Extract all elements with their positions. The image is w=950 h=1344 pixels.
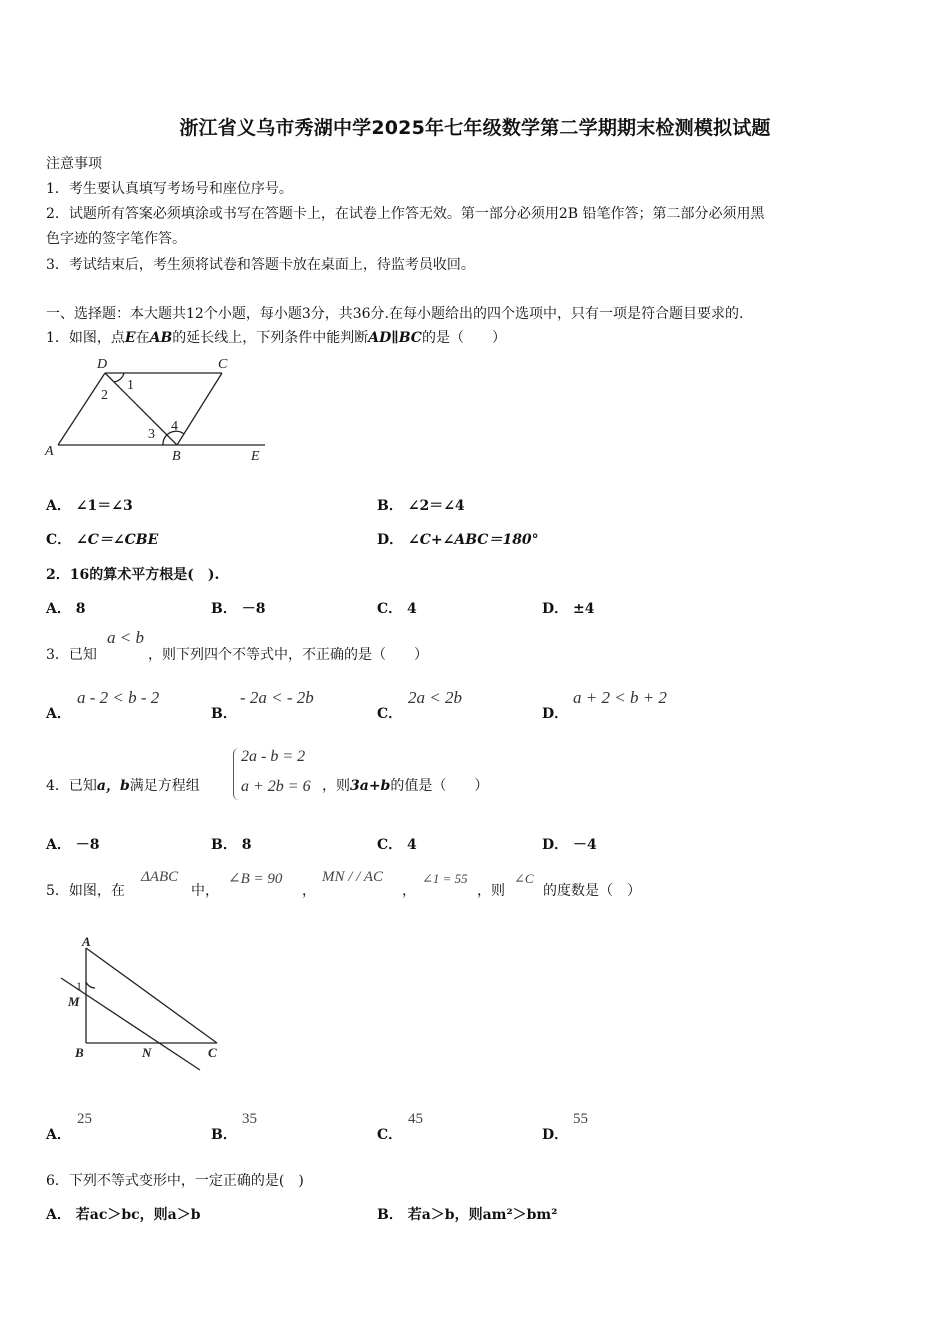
q1-angle-3: 3	[148, 427, 155, 442]
q5-angle-b: ∠B = 90	[228, 871, 283, 887]
q1-option-d[interactable]: D． ∠C+∠ABC＝180°	[377, 532, 539, 548]
q2-option-b[interactable]: B． －8	[211, 601, 266, 617]
q1-option-b[interactable]: B． ∠2＝∠4	[377, 498, 465, 514]
q5-figure	[55, 930, 235, 1080]
q5-sep-2: ，	[402, 883, 416, 899]
q5-option-d-label[interactable]: D．	[542, 1127, 569, 1143]
q5-option-b-label[interactable]: B．	[211, 1127, 237, 1143]
q2-option-c[interactable]: C． 4	[377, 601, 417, 617]
q3-stem-a: 3．已知	[46, 647, 97, 663]
q3-option-b[interactable]: - 2a < - 2b	[240, 688, 314, 707]
q4-option-c[interactable]: C． 4	[377, 837, 417, 853]
q1-label-E: E	[251, 449, 260, 464]
q4-option-a[interactable]: A． －8	[46, 837, 100, 853]
q3-option-a[interactable]: a - 2 < b - 2	[77, 688, 160, 707]
q5-label-C: C	[208, 1045, 217, 1060]
q5-stem-d: 的度数是（ ）	[543, 883, 641, 899]
notice-item-1: 1．考生要认真填写考场号和座位序号。	[46, 181, 293, 197]
q4-stem: 4．已知a，b满足方程组	[46, 778, 200, 794]
q4-equation-1: 2a - b = 2	[241, 748, 306, 765]
q5-option-b[interactable]: 35	[242, 1111, 257, 1127]
q5-stem-a: 5．如图，在	[46, 883, 125, 899]
q4-equation-2: a + 2b = 6	[241, 778, 311, 795]
q2-option-a[interactable]: A． 8	[46, 601, 86, 617]
q4-stem-tail: ，则3a+b的值是（ ）	[322, 778, 489, 794]
q1-option-a[interactable]: A． ∠1＝∠3	[46, 498, 133, 514]
q5-option-c[interactable]: 45	[408, 1111, 423, 1127]
q1-label-D: D	[97, 357, 108, 372]
section-heading: 一、选择题：本大题共12个小题，每小题3分，共36分.在每小题给出的四个选项中，只有一项是符合题目要求的.	[46, 306, 744, 322]
q3-option-b-label[interactable]: B．	[211, 706, 237, 722]
q5-option-d[interactable]: 55	[573, 1111, 588, 1127]
q3-stem-b: ，则下列四个不等式中，不正确的是（ ）	[148, 647, 428, 663]
q5-label-M: M	[68, 994, 80, 1009]
q5-option-a-label[interactable]: A．	[46, 1127, 71, 1143]
q5-option-a[interactable]: 25	[77, 1111, 92, 1127]
q2-stem: 2．16的算术平方根是( ).	[46, 567, 220, 583]
q5-sep-1: ，	[302, 883, 316, 899]
q5-label-angle-1: 1	[76, 979, 82, 993]
q3-option-d-label[interactable]: D．	[542, 706, 569, 722]
q1-angle-4: 4	[171, 419, 178, 434]
notice-heading: 注意事项	[46, 156, 102, 172]
page-title: 浙江省义乌市秀湖中学2025年七年级数学第二学期期末检测模拟试题	[179, 117, 771, 139]
q6-option-a[interactable]: A． 若ac＞bc，则a＞b	[46, 1207, 201, 1223]
q1-label-A: A	[45, 444, 54, 459]
q6-option-b[interactable]: B． 若a＞b，则am²＞bm²	[377, 1207, 558, 1223]
q1-option-c[interactable]: C． ∠C＝∠CBE	[46, 532, 159, 548]
q3-condition: a < b	[107, 628, 144, 647]
notice-item-2: 2．试题所有答案必须填涂或书写在答题卡上，在试卷上作答无效。第一部分必须用2B 铅笔作答；第二部分必须用黑	[46, 206, 765, 222]
q5-angle-c: ∠C	[514, 871, 534, 886]
q5-stem-c: ，则	[477, 883, 505, 899]
q5-label-N: N	[142, 1045, 152, 1060]
q3-option-a-label[interactable]: A．	[46, 706, 71, 722]
q5-parallel: MN / / AC	[322, 869, 383, 885]
q1-label-C: C	[218, 357, 228, 372]
q4-option-b[interactable]: B． 8	[211, 837, 252, 853]
q1-label-B: B	[172, 449, 181, 464]
q2-option-d[interactable]: D． ±4	[542, 601, 595, 617]
q5-angle-1: ∠1 = 55	[422, 871, 468, 886]
q4-option-d[interactable]: D． －4	[542, 837, 597, 853]
q3-option-c[interactable]: 2a < 2b	[408, 688, 462, 707]
q1-figure	[40, 352, 280, 467]
q3-option-d[interactable]: a + 2 < b + 2	[573, 688, 667, 707]
notice-item-2-cont: 色字迹的签字笔作答。	[46, 231, 186, 247]
q1-angle-1: 1	[127, 378, 134, 393]
q5-label-A: A	[82, 934, 91, 949]
q1-stem: 1．如图，点E在AB的延长线上，下列条件中能判断AD∥BC的是（ ）	[46, 330, 506, 346]
q6-stem: 6．下列不等式变形中，一定正确的是( )	[46, 1173, 304, 1189]
q5-label-B: B	[75, 1045, 84, 1060]
q5-option-c-label[interactable]: C．	[377, 1127, 403, 1143]
q4-brace	[233, 748, 240, 800]
q1-angle-2: 2	[101, 388, 108, 403]
q5-stem-b: 中，	[191, 883, 219, 899]
q5-triangle: ΔABC	[141, 869, 179, 885]
notice-item-3: 3．考试结束后，考生须将试卷和答题卡放在桌面上，待监考员收回。	[46, 257, 475, 273]
q3-option-c-label[interactable]: C．	[377, 706, 403, 722]
